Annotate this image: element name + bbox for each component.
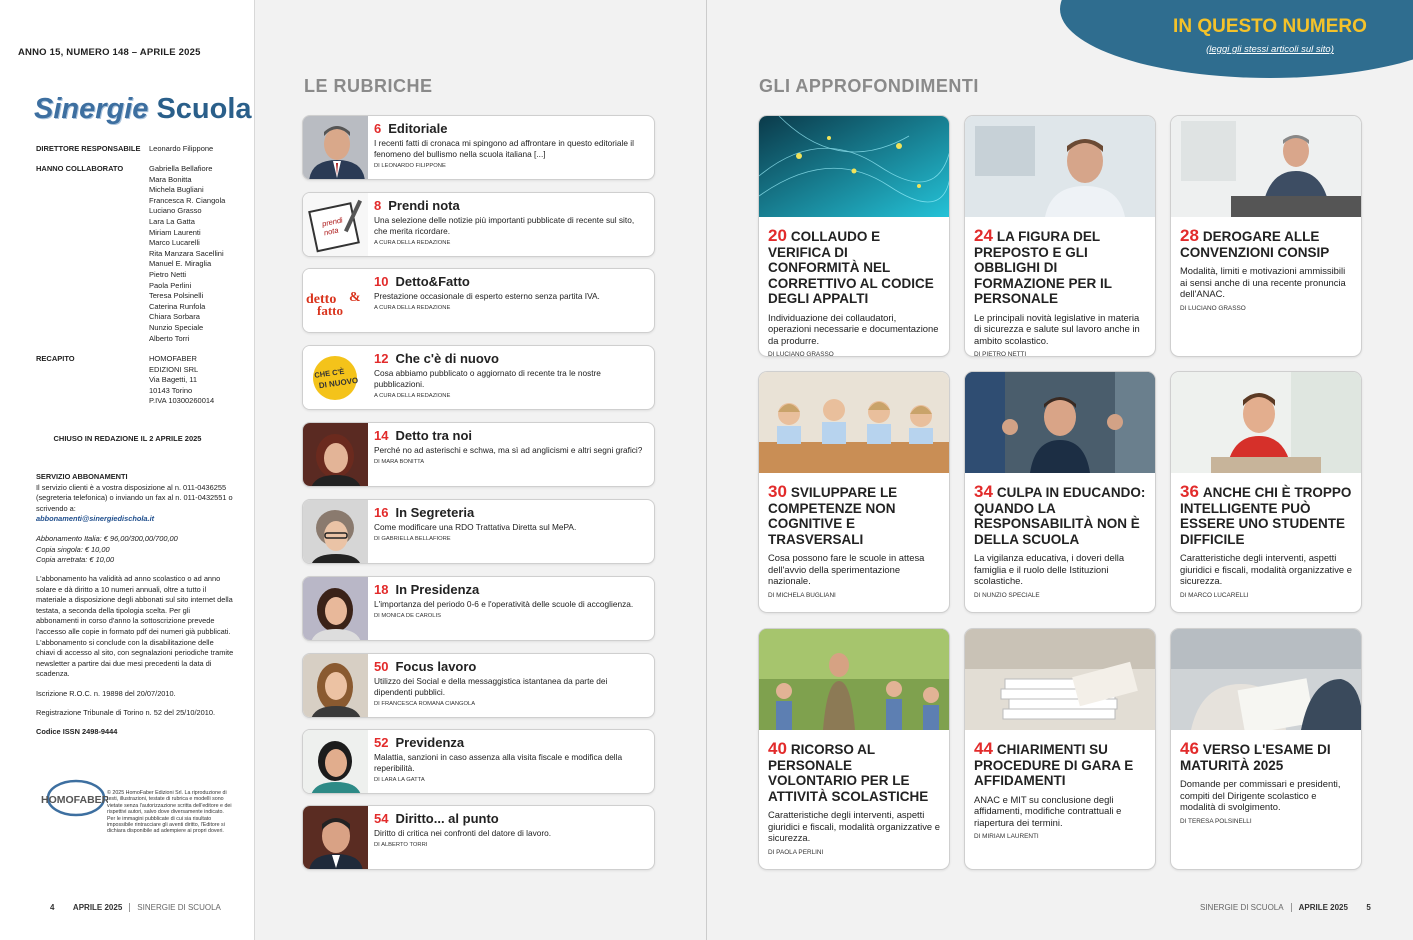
article-page-number: 28 bbox=[1180, 226, 1199, 245]
rubrica-author: A CURA DELLA REDAZIONE bbox=[374, 393, 451, 399]
author-portrait-image bbox=[303, 654, 368, 718]
credit-label: DIRETTORE RESPONSABILE bbox=[36, 144, 141, 153]
article-description: Cosa possono fare le scuole in attesa dell'avvio della sperimentazione nazionale. bbox=[768, 552, 925, 587]
rubrica-description: Perché no ad asterischi e schwa, ma sì ad anglicismi e altri segni grafici? bbox=[374, 445, 643, 455]
article-page-number: 36 bbox=[1180, 482, 1199, 501]
rubrica-description: Malattia, sanzioni in caso assenza alla visita fiscale e modifica della reperibilità. bbox=[374, 752, 623, 773]
volunteer-children-outdoor-image bbox=[759, 629, 950, 730]
rubrica-title: In Segreteria bbox=[395, 505, 475, 520]
rubrica-page-number: 10 bbox=[374, 274, 389, 289]
credit-label: HANNO COLLABORATO bbox=[36, 164, 124, 173]
rubrica-item[interactable] bbox=[302, 729, 655, 794]
rubriche-title: LE RUBRICHE bbox=[304, 76, 433, 96]
credit-value: Leonardo Filippone bbox=[149, 144, 214, 153]
article-title: COLLAUDO E VERIFICA DI CONFORMITÀ NEL CORRETTIVO AL CODICE DEGLI APPALTI bbox=[768, 229, 934, 306]
rubrica-page-number: 8 bbox=[374, 198, 382, 213]
footer-date: APRILE 2025 bbox=[72, 903, 123, 912]
logo-detto-text: detto bbox=[306, 292, 337, 307]
rubrica-item[interactable] bbox=[302, 192, 655, 257]
issue-info: ANNO 15, NUMERO 148 – APRILE 2025 bbox=[18, 47, 201, 58]
article-card[interactable] bbox=[964, 371, 1156, 613]
article-page-number: 44 bbox=[974, 739, 993, 758]
rubrica-title: Focus lavoro bbox=[395, 659, 477, 674]
footer-magazine: SINERGIE DI SCUOLA bbox=[1200, 903, 1284, 912]
roc-registration: Iscrizione R.O.C. n. 19898 del 20/07/2010. bbox=[36, 689, 176, 698]
footer-right bbox=[1200, 903, 1371, 912]
article-page-number: 40 bbox=[768, 739, 787, 758]
rubrica-author: A CURA DELLA REDAZIONE bbox=[374, 240, 451, 246]
article-author: DI PAOLA PERLINI bbox=[768, 848, 824, 856]
exam-study-image bbox=[1171, 629, 1362, 730]
approfondimenti-title: GLI APPROFONDIMENTI bbox=[759, 76, 979, 96]
article-description: ANAC e MIT su conclusione degli affidamenti, modifiche contrattuali e riapertura dei termini. bbox=[974, 793, 1122, 828]
rubrica-title: Detto tra noi bbox=[395, 428, 473, 443]
rubrica-description: Diritto di critica nei confronti del datore di lavoro. bbox=[374, 828, 552, 838]
rubrica-page-number: 18 bbox=[374, 582, 389, 597]
rubrica-item[interactable] bbox=[302, 268, 655, 333]
logo-nuovo-text: DI NUOVO bbox=[318, 375, 359, 391]
author-portrait-image bbox=[303, 806, 368, 870]
article-page-number: 24 bbox=[974, 226, 993, 245]
article-description: Domande per commissari e presidenti, compiti del Dirigente scolastico e modalità di svolgimento. bbox=[1180, 778, 1341, 813]
article-card[interactable] bbox=[1170, 371, 1362, 613]
homofaber-logo bbox=[38, 778, 108, 820]
footer-date: APRILE 2025 bbox=[1298, 903, 1348, 912]
rubrica-description: Utilizzo dei Social e della messaggistica istantanea da parte dei dipendenti pubblici. bbox=[374, 676, 608, 697]
notepad-icon bbox=[303, 193, 368, 257]
article-page-number: 46 bbox=[1180, 739, 1199, 758]
price-list bbox=[36, 534, 234, 566]
rubrica-title: Diritto... al punto bbox=[395, 811, 499, 826]
copyright-notice: © 2025 HomoFaber Edizioni Srl. La riproduzione di testi, illustrazioni, testate di rubrica e modelli sono vietate senza l'autorizzazione scritta dell'editore e dei rispettivi autori, salvo dove diversamente indicato. Per le immagini pubblicate di cui sia risultato impossibile rintracciare gli aventi diritto, l'Editore si dichiara disponibile ad adempiere ai propri doveri. bbox=[107, 790, 232, 835]
school-hallway-image bbox=[965, 372, 1156, 473]
rubrica-item[interactable] bbox=[302, 499, 655, 564]
logo-scuola: Scuola bbox=[156, 93, 252, 125]
issn-code: Codice ISSN 2498-9444 bbox=[36, 727, 118, 736]
rubrica-description: Una selezione delle notizie più importanti pubblicate di recente sul sito, che merita ricordare. bbox=[374, 215, 635, 236]
article-description: Modalità, limiti e motivazioni ammissibili ai sensi anche di una recente pronuncia dell'ANAC. bbox=[1180, 265, 1346, 300]
rubrica-page-number: 14 bbox=[374, 428, 389, 443]
article-author: DI PIETRO NETTI bbox=[974, 351, 1027, 357]
article-title: ANCHE CHI È TROPPO INTELLIGENTE PUÒ ESSERE UNO STUDENTE DIFFICILE bbox=[1180, 485, 1352, 547]
article-page-number: 34 bbox=[974, 482, 993, 501]
publisher-logo-text: HOMOFABER bbox=[41, 794, 108, 806]
article-author: DI NUNZIO SPECIALE bbox=[974, 591, 1040, 599]
subscription-title: SERVIZIO ABBONAMENTI bbox=[36, 472, 128, 481]
rubrica-description: L'importanza del periodo 0-6 e l'operatività delle scuole di accoglienza. bbox=[374, 599, 634, 609]
subscription-email-link[interactable]: abbonamenti@sinergiedischola.it bbox=[36, 514, 155, 524]
banner-title: IN QUESTO NUMERO bbox=[1173, 16, 1367, 37]
rubrica-title: Previdenza bbox=[395, 735, 465, 750]
footer-page-number: 5 bbox=[1366, 903, 1371, 912]
article-title: RICORSO AL PERSONALE VOLONTARIO PER LE ATTIVITÀ SCOLASTICHE bbox=[768, 742, 929, 804]
rubrica-item[interactable] bbox=[302, 653, 655, 718]
worker-portrait-image bbox=[965, 116, 1156, 217]
classroom-children-image bbox=[759, 372, 950, 473]
editorial-portrait-image bbox=[303, 116, 368, 180]
footer-magazine: SINERGIE DI SCUOLA bbox=[137, 903, 221, 912]
rubrica-author: DI GABRIELLA BELLAFIORE bbox=[374, 536, 451, 542]
credit-value: Gabriella Bellafiore Mara Bonitta Michela Bugliani Francesca R. Ciangola Luciano Grasso Lara La Gatta Miriam Laurenti Marco Lucarelli Rita Manzara Sacellini Manuel E. Miraglia Pietro Netti Paola Perlini Teresa Polsinelli Caterina Runfola Chiara Sorbara Nunzio Speciale Alberto Torri bbox=[149, 164, 226, 343]
article-description: Caratteristiche degli interventi, aspetti giuridici e fiscali, modalità organizzative e sicurezza. bbox=[768, 809, 940, 844]
rubrica-item[interactable] bbox=[302, 115, 655, 180]
svg-text:&: & bbox=[349, 290, 361, 305]
rubrica-author: A CURA DELLA REDAZIONE bbox=[374, 305, 451, 311]
rubrica-item[interactable] bbox=[302, 345, 655, 410]
rubrica-page-number: 12 bbox=[374, 351, 389, 366]
logo-che-text: CHE C'È bbox=[313, 366, 345, 380]
bored-student-image bbox=[1171, 372, 1362, 473]
rubrica-title: Editoriale bbox=[388, 121, 448, 136]
article-description: Le principali novità legislative in materia di sicurezza e salute sul lavoro anche in ambito scolastico. bbox=[974, 311, 1140, 346]
che-ce-di-nuovo-logo bbox=[303, 346, 368, 410]
rubrica-author: DI MONICA DE CAROLIS bbox=[374, 613, 441, 619]
rubrica-title: Prendi nota bbox=[388, 198, 460, 213]
article-description: Individuazione dei collaudatori, operazioni necessarie e documentazione da produrre. bbox=[768, 311, 939, 346]
price-line: Abbonamento Italia: € 96,00/300,00/700,00 bbox=[36, 534, 178, 543]
rubrica-title: In Presidenza bbox=[395, 582, 480, 597]
article-page-number: 20 bbox=[768, 226, 787, 245]
colophon-column bbox=[0, 0, 255, 940]
logo-sinergie: Sinergie bbox=[34, 93, 149, 125]
article-description: La vigilanza educativa, i doveri della famiglia e il ruolo delle Istituzioni scolastiche. bbox=[974, 552, 1125, 587]
rubrica-item[interactable] bbox=[302, 422, 655, 487]
article-card[interactable] bbox=[964, 115, 1156, 357]
article-author: DI TERESA POLSINELLI bbox=[1180, 817, 1252, 825]
magazine-logo bbox=[34, 93, 252, 126]
article-author: DI MICHELA BUGLIANI bbox=[768, 591, 836, 599]
article-card[interactable] bbox=[758, 371, 950, 613]
credit-value: HOMOFABER EDIZIONI SRL Via Bagetti, 11 10143 Torino P.IVA 10300260014 bbox=[149, 354, 215, 406]
rubrica-author: DI FRANCESCA ROMANA CIANGOLA bbox=[374, 701, 476, 707]
subscription-service bbox=[36, 472, 234, 525]
rubrica-description: Prestazione occasionale di esperto esterno senza partita IVA. bbox=[374, 291, 600, 301]
rubrica-title: Che c'è di nuovo bbox=[395, 351, 499, 366]
price-line: Copia arretrata: € 10,00 bbox=[36, 555, 115, 565]
logo-fatto-text: fatto bbox=[317, 303, 343, 318]
article-author: DI MARCO LUCARELLI bbox=[1180, 591, 1249, 599]
rubrica-author: DI MARA BONITTA bbox=[374, 459, 425, 465]
rubrica-page-number: 16 bbox=[374, 505, 389, 520]
rubrica-description: I recenti fatti di cronaca mi spingono ad affrontare in questo editoriale il fenomeno del bullismo nella scuola italiana [...] bbox=[374, 138, 634, 159]
rubrica-description: Cosa abbiamo pubblicato o aggiornato di recente tra le nostre pubblicazioni. bbox=[374, 368, 601, 389]
footer-page-number: 4 bbox=[50, 903, 55, 912]
network-abstract-image bbox=[759, 116, 950, 217]
subscription-text: Il servizio clienti è a vostra disposizione al n. 011-0436255 (segreteria telefonica) o inviando un fax al n. 011-0432551 o scrivendo a: bbox=[36, 482, 233, 513]
article-title: SVILUPPARE LE COMPETENZE NON COGNITIVE E TRASVERSALI bbox=[768, 485, 898, 547]
article-page-number: 30 bbox=[768, 482, 787, 501]
article-title: LA FIGURA DEL PREPOSTO E GLI OBBLIGHI DI FORMAZIONE PER IL PERSONALE bbox=[974, 229, 1112, 306]
rubrica-author: DI LEONARDO FILIPPONE bbox=[374, 163, 446, 169]
rubrica-title: Detto&Fatto bbox=[395, 274, 470, 289]
article-card[interactable] bbox=[964, 628, 1156, 870]
businessman-desk-image bbox=[1171, 116, 1362, 217]
price-line: Copia singola: € 10,00 bbox=[36, 544, 110, 554]
article-title: CULPA IN EDUCANDO: QUANDO LA RESPONSABILITÀ NON È DELLA SCUOLA bbox=[974, 485, 1146, 547]
website-link[interactable]: (leggi gli stessi articoli sul sito) bbox=[1206, 44, 1334, 55]
subscription-validity: L'abbonamento ha validità ad anno scolastico o ad anno solare e dà diritto a 10 numeri annuali, oltre a tutto il materiale a disposizione degli abbonati sul sito internet della testata, a seconda della tipologia scelta. Per gli abbonamenti in corso d'anno la sottoscrizione prevede l'accesso alle copie in formato pdf dei numeri già pubblicati. L'abbonamento si conclude con la disabilitazione delle chiavi di accesso al sito, con segnalazioni periodiche tramite newsletter a partire dai due mesi precedenti la data di scadenza. bbox=[36, 574, 234, 679]
notepad-text-prendi: prendinota bbox=[321, 215, 344, 238]
rubrica-author: DI ALBERTO TORRI bbox=[374, 842, 428, 848]
rubrica-page-number: 54 bbox=[374, 811, 389, 826]
article-title: CHIARIMENTI SU PROCEDURE DI GARA E AFFIDAMENTI bbox=[974, 742, 1134, 788]
author-portrait-image bbox=[303, 730, 368, 794]
article-card[interactable] bbox=[1170, 628, 1362, 870]
rubrica-description: Come modificare una RDO Trattativa Diretta sul MePA. bbox=[374, 522, 577, 532]
rubrica-item[interactable] bbox=[302, 576, 655, 641]
article-card[interactable] bbox=[758, 115, 950, 357]
article-author: DI MIRIAM LAURENTI bbox=[974, 833, 1039, 841]
article-author: DI LUCIANO GRASSO bbox=[768, 351, 834, 357]
rubrica-page-number: 50 bbox=[374, 659, 389, 674]
documents-stack-image bbox=[965, 629, 1156, 730]
article-description: Caratteristiche degli interventi, aspetti giuridici e fiscali, modalità organizzative e sicurezza. bbox=[1180, 552, 1352, 587]
article-card[interactable] bbox=[758, 628, 950, 870]
article-title: DEROGARE ALLE CONVENZIONI CONSIP bbox=[1180, 229, 1330, 260]
rubrica-author: DI LARA LA GATTA bbox=[374, 777, 425, 783]
author-portrait-image bbox=[303, 423, 368, 487]
rubrica-page-number: 52 bbox=[374, 735, 389, 750]
article-author: DI LUCIANO GRASSO bbox=[1180, 304, 1246, 312]
detto-fatto-logo bbox=[303, 269, 368, 333]
footer-left bbox=[50, 903, 221, 912]
credit-label: RECAPITO bbox=[36, 354, 75, 363]
rubrica-item[interactable] bbox=[302, 805, 655, 870]
rubrica-page-number: 6 bbox=[374, 121, 382, 136]
court-registration: Registrazione Tribunale di Torino n. 52 del 25/10/2010. bbox=[36, 708, 216, 717]
article-card[interactable] bbox=[1170, 115, 1362, 357]
author-portrait-image bbox=[303, 577, 368, 641]
author-portrait-image bbox=[303, 500, 368, 564]
closing-date: CHIUSO IN REDAZIONE IL 2 APRILE 2025 bbox=[53, 434, 202, 443]
article-title: VERSO L'ESAME DI MATURITÀ 2025 bbox=[1180, 742, 1331, 773]
